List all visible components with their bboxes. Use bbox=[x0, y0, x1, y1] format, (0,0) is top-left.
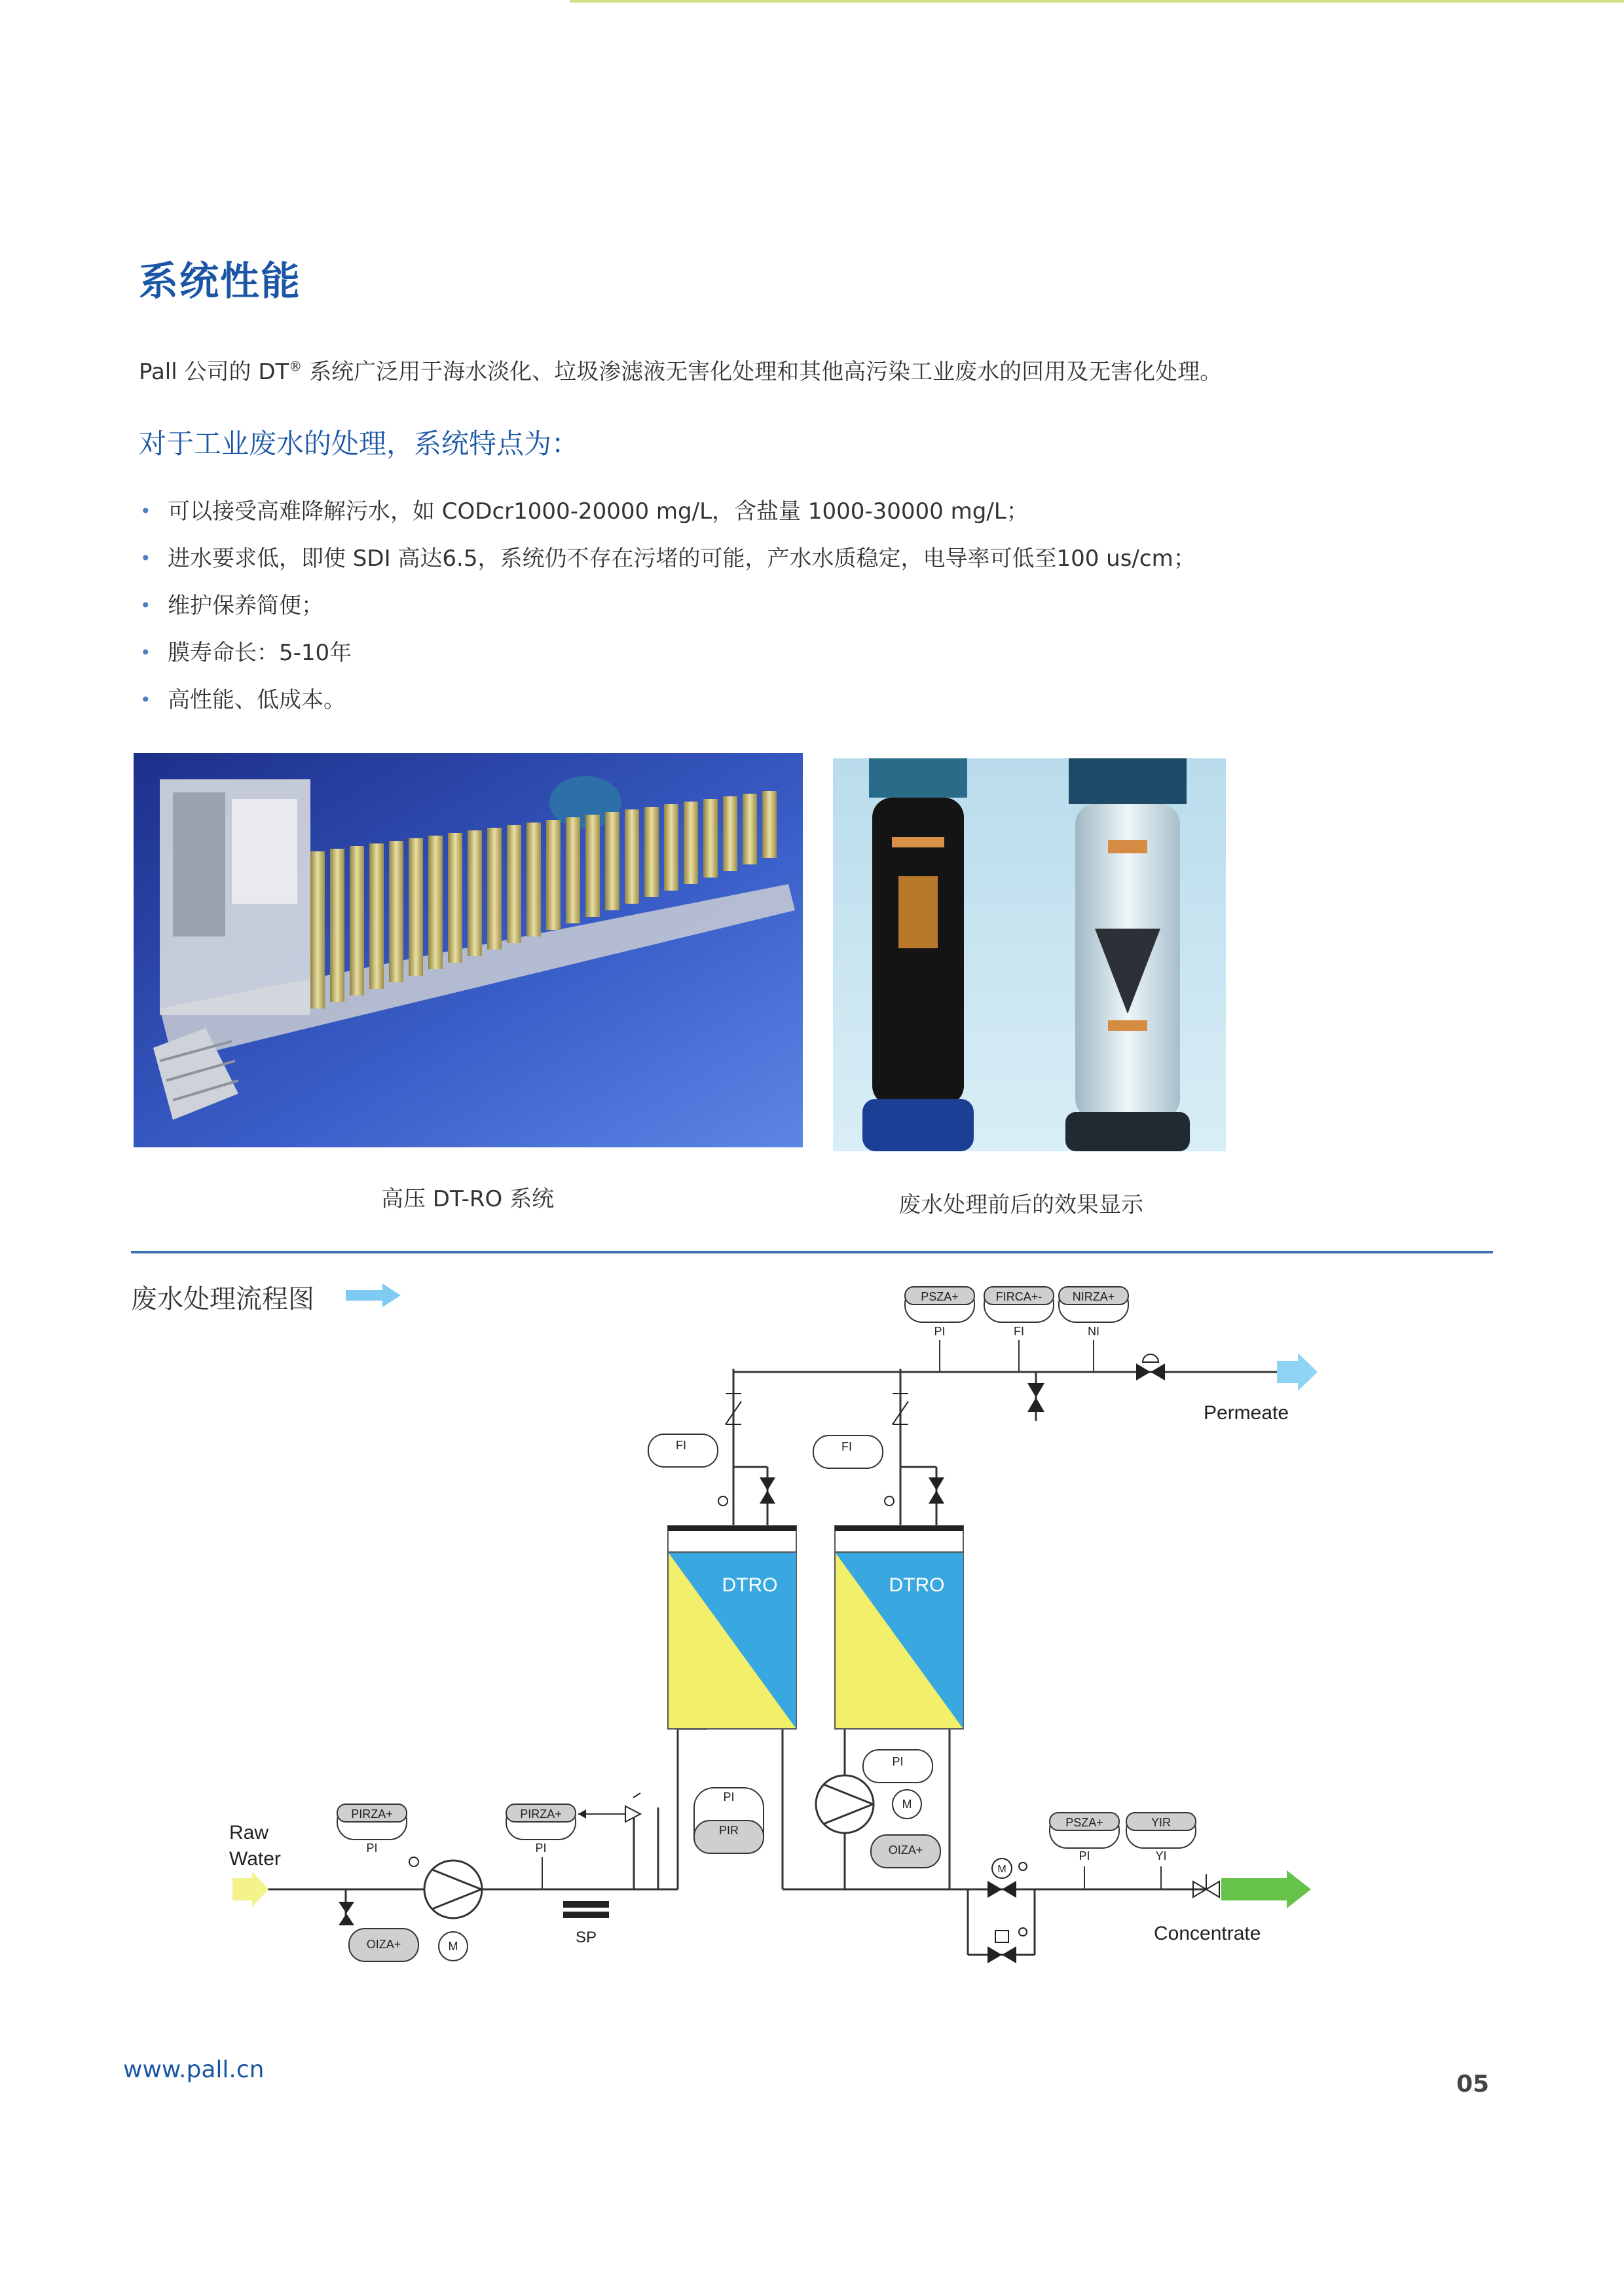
svg-text:FI: FI bbox=[1014, 1325, 1024, 1338]
svg-text:M: M bbox=[448, 1940, 458, 1953]
concentrate-valve-icon bbox=[1193, 1874, 1219, 1897]
raw-water-label-2: Water bbox=[229, 1848, 281, 1870]
control-valve-icon bbox=[987, 1859, 1027, 1898]
raw-water-arrow-icon bbox=[232, 1872, 268, 1907]
svg-text:PI: PI bbox=[723, 1790, 735, 1804]
svg-text:PIRZA+: PIRZA+ bbox=[351, 1807, 393, 1821]
feed-motor-icon bbox=[439, 1932, 468, 1961]
feature-item: • 可以接受高难降解污水，如 CODcr1000-20000 mg/L，含盐量 1000-30000 mg/L； bbox=[139, 488, 1196, 535]
sp-label: SP bbox=[575, 1929, 597, 1946]
oiza-instrument-1 bbox=[349, 1929, 418, 1961]
permeate-arrow-icon bbox=[1277, 1353, 1318, 1391]
footer-url: www.pall.cn bbox=[123, 2056, 265, 2083]
check-valve-icon bbox=[726, 1394, 908, 1424]
concentrate-instrument-psza bbox=[1050, 1813, 1119, 1862]
feature-item: • 膜寿命长：5-10年 bbox=[139, 629, 1196, 676]
booster-motor-icon bbox=[893, 1790, 921, 1819]
svg-text:OIZA+: OIZA+ bbox=[888, 1843, 923, 1857]
feature-item: • 进水要求低，即使 SDI 高达6.5，系统仍不存在污堵的可能，产水水质稳定，电导率可低至100 us/cm； bbox=[139, 535, 1196, 582]
svg-text:PIRZA+: PIRZA+ bbox=[520, 1807, 562, 1821]
dtro-label-1: DTRO bbox=[722, 1574, 778, 1596]
pi-instrument-loop bbox=[863, 1750, 932, 1783]
relief-valve-icon bbox=[625, 1793, 640, 1822]
fi-instrument-1 bbox=[648, 1434, 718, 1467]
page-number: 05 bbox=[1456, 2071, 1490, 2098]
bullet-icon: • bbox=[140, 689, 151, 711]
raw-water-label-1: Raw bbox=[229, 1822, 269, 1843]
intro-prefix: Pall 公司的 DT bbox=[139, 359, 289, 385]
bullet-icon: • bbox=[140, 642, 151, 663]
svg-text:PI: PI bbox=[934, 1325, 946, 1338]
booster-pump-icon bbox=[816, 1775, 874, 1833]
top-instrument-nirza bbox=[1059, 1287, 1128, 1338]
system-photo-caption: 高压 DT-RO 系统 bbox=[381, 1186, 555, 1212]
svg-text:PI: PI bbox=[535, 1842, 547, 1855]
feed-pump-icon bbox=[409, 1857, 482, 1918]
svg-text:FIRCA+-: FIRCA+- bbox=[995, 1290, 1043, 1303]
bullet-icon: • bbox=[140, 547, 151, 569]
flowchart-title: 废水处理流程图 bbox=[131, 1284, 314, 1314]
permeate-label: Permeate bbox=[1204, 1402, 1289, 1424]
concentrate-arrow-icon bbox=[1221, 1870, 1311, 1908]
svg-text:OIZA+: OIZA+ bbox=[366, 1938, 401, 1951]
svg-text:M: M bbox=[902, 1798, 912, 1811]
svg-text:YI: YI bbox=[1155, 1849, 1167, 1862]
top-instrument-firca bbox=[984, 1287, 1054, 1338]
concentrate-label: Concentrate bbox=[1154, 1923, 1261, 1944]
sample-valve-icon bbox=[718, 1477, 944, 1506]
oiza-instrument-2 bbox=[871, 1835, 940, 1868]
pirza-instrument-2 bbox=[506, 1804, 576, 1855]
fi-instrument-2 bbox=[813, 1435, 883, 1468]
intro-suffix: 系统广泛用于海水淡化、垃圾渗滤液无害化处理和其他高污染工业废水的回用及无害化处理。 bbox=[302, 359, 1223, 385]
svg-text:M: M bbox=[997, 1864, 1006, 1875]
pirza-instrument-1 bbox=[337, 1804, 407, 1855]
raw-drain-valve-icon bbox=[339, 1902, 354, 1925]
top-instrument-psza bbox=[905, 1287, 974, 1338]
svg-text:PSZA+: PSZA+ bbox=[921, 1290, 959, 1303]
registered-mark: ® bbox=[289, 358, 303, 375]
feature-item: • 维护保养简便； bbox=[139, 582, 1196, 629]
svg-text:FI: FI bbox=[841, 1440, 852, 1453]
svg-text:PIR: PIR bbox=[718, 1824, 739, 1837]
feature-item: • 高性能、低成本。 bbox=[139, 676, 1196, 724]
bypass-valve-icon bbox=[987, 1928, 1027, 1963]
effect-photo-caption: 废水处理前后的效果显示 bbox=[898, 1192, 1143, 1218]
svg-text:NIRZA+: NIRZA+ bbox=[1072, 1290, 1115, 1303]
svg-text:PI: PI bbox=[1079, 1849, 1090, 1862]
section-title: 系统性能 bbox=[139, 259, 301, 305]
bullet-icon: • bbox=[140, 500, 151, 522]
dtro-label-2: DTRO bbox=[889, 1574, 945, 1596]
svg-text:PSZA+: PSZA+ bbox=[1065, 1816, 1103, 1829]
permeate-valve-icon bbox=[1136, 1354, 1165, 1380]
svg-text:NI: NI bbox=[1088, 1325, 1099, 1338]
pir-instrument bbox=[694, 1788, 764, 1853]
sp-filter-icon bbox=[563, 1901, 609, 1918]
svg-text:FI: FI bbox=[676, 1439, 686, 1452]
concentrate-instrument-yir bbox=[1126, 1813, 1196, 1862]
svg-text:PI: PI bbox=[892, 1755, 904, 1768]
svg-text:PI: PI bbox=[366, 1842, 378, 1855]
svg-text:YIR: YIR bbox=[1151, 1816, 1172, 1829]
drain-valve-icon bbox=[1027, 1383, 1044, 1412]
bullet-icon: • bbox=[140, 595, 151, 616]
features-subtitle: 对于工业废水的处理，系统特点为： bbox=[139, 428, 580, 460]
